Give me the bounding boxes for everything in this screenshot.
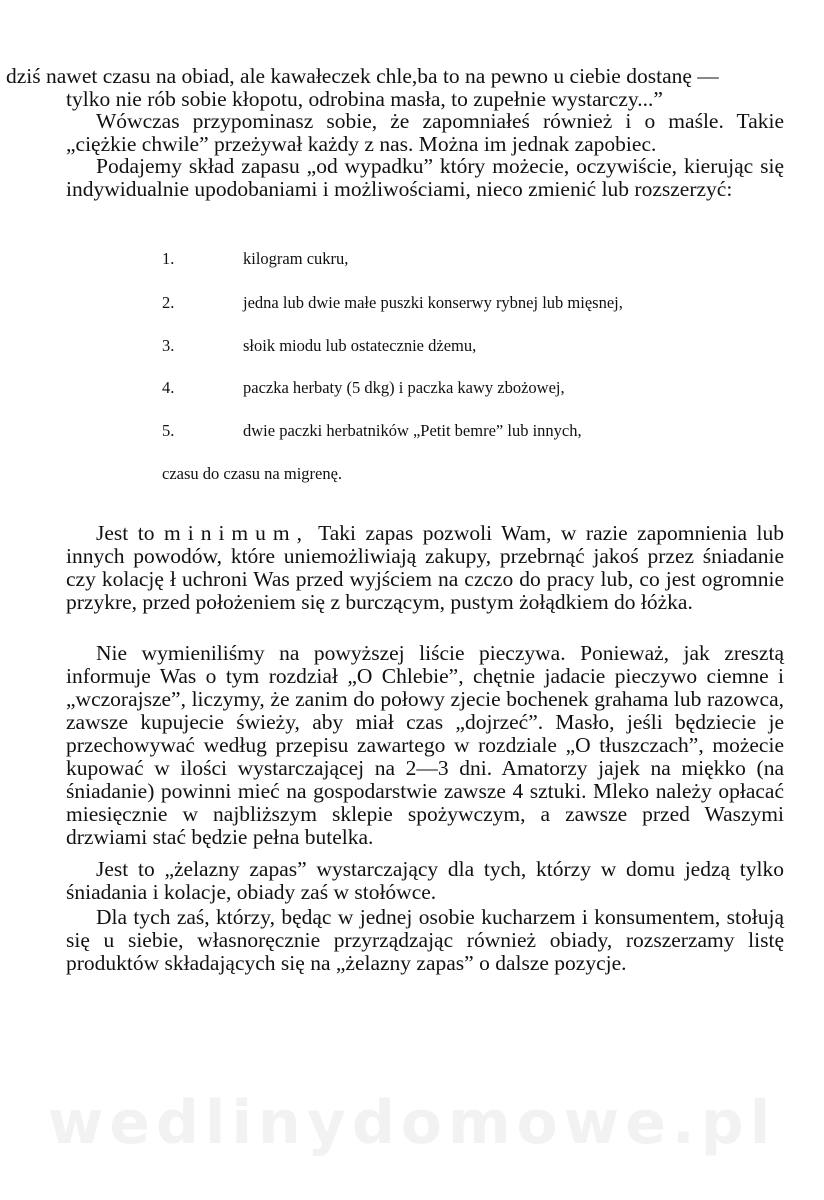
list-item-text: paczka herbaty (5 dkg) i paczka kawy zbożowej, [243, 378, 565, 397]
paragraph-7: Dla tych zaś, którzy, będąc w jednej osobie kucharzem i konsumentem, stołują się u siebie, własnoręcznie przyrządzając również obiady, rozszerzamy listę produktów składających się na „żelazny zapas” o dalsze pozycje. [66, 905, 784, 975]
list-item-number: 5. [162, 421, 175, 440]
paragraph-5: Nie wymieniliśmy na powyższej liście pieczywa. Ponieważ, jak zresztą informuje Was o tym rozdział „O Chlebie”, chętnie jadacie pieczywo ciemne i „wczorajsze”, liczymy, że zanim do połowy zjecie bochenek grahama lub razowca, zawsze kupujecie świeży, aby miał czas „dojrzeć”. Masło, jeśli będziecie je przechowywać według przepisu zawartego w rozdziale „O tłuszczach”, możecie kupować w ilości wystarczającej na 2—3 dni. Amatorzy jajek na miękko (na śniadanie) powinni mieć na gospodarstwie zawsze 4 sztuki. Mleko należy opłacać miesięcznie w najbliższym sklepie spożywczym, a zawsze przed Waszymi drzwiami stać będzie pełna butelka. [66, 641, 784, 849]
list-item-number: 1. [162, 249, 175, 268]
paragraph-2: Wówczas przypominasz sobie, że zapomniałeś również i o maśle. Takie „ciężkie chwile” przeżywał każdy z nas. Można im jednak zapobiec. [66, 109, 784, 156]
paragraph-4-prefix: Jest to [96, 521, 155, 545]
list-trailing-label: czasu do czasu na migrenę. [162, 464, 343, 483]
paragraph-1-line-2: tylko nie rób sobie kłopotu, odrobina masła, to zupełnie wystarczy...” [66, 87, 663, 111]
paragraph-6: Jest to „żelazny zapas” wystarczający dla tych, którzy w domu jedzą tylko śniadania i kolacje, obiady zaś w stołówce. [66, 857, 784, 904]
list-item-number: 3. [162, 336, 175, 355]
list-item-number: 2. [162, 293, 175, 312]
list-item-number: 4. [162, 378, 175, 397]
paragraph-4-body: Taki zapas pozwoli Wam, w razie zapomnienia lub innych powodów, które uniemożliwiają zakupy, przebrnąć jakoś przez śniadanie czy kolację ł uchroni Was przed wyjściem na czczo do pracy lub, co jest ogromnie przykre, przed położeniem się z burczącym, pustym żołądkiem do łóżka. [66, 521, 784, 614]
list-item-text: kilogram cukru, [243, 249, 349, 268]
paragraph-4 [66, 522, 784, 614]
list-item-text: jedna lub dwie małe puszki konserwy rybnej lub mięsnej, [243, 293, 623, 312]
watermark: wedlinydomowe.pl [47, 1088, 777, 1158]
paragraph-4-emphasis: minimum, [164, 521, 309, 545]
list-item-text: słoik miodu lub ostatecznie dżemu, [243, 336, 477, 355]
list-item-text: dwie paczki herbatników „Petit bemre” lub innych, [243, 421, 582, 440]
paragraph-1-line-1: dziś nawet czasu na obiad, ale kawałeczek chle,ba to na pewno u ciebie dostanę — [6, 64, 719, 88]
paragraph-3: Podajemy skład zapasu „od wypadku” który możecie, oczywiście, kierując się indywidualnie upodobaniami i możliwościami, nieco zmienić lub rozszerzyć: [66, 154, 784, 201]
